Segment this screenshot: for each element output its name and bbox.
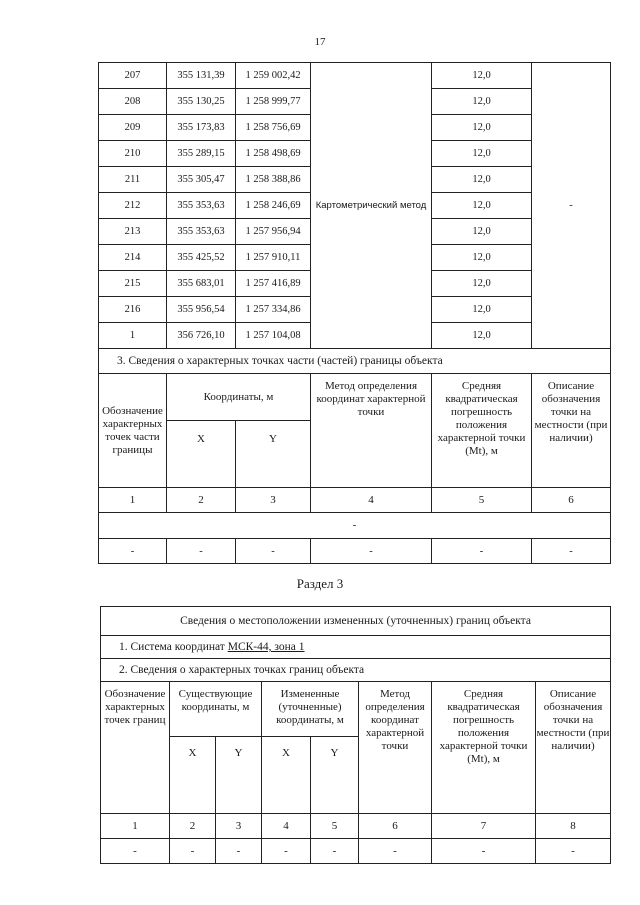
coord-x: 355 173,83 — [167, 115, 236, 141]
empty-row-dash: - — [99, 513, 611, 539]
accuracy-mt: 12,0 — [432, 271, 532, 297]
table2-title: Сведения о местоположении измененных (уточненных) границ объекта — [101, 607, 611, 636]
column-number: 4 — [311, 488, 432, 513]
header-coords: Координаты, м — [167, 374, 311, 421]
header-description: Описание обозначения точки на местности (при наличии) — [532, 374, 611, 488]
accuracy-mt: 12,0 — [432, 63, 532, 89]
dash-cell: - — [99, 539, 167, 564]
dash-cell: - — [311, 839, 359, 864]
header-changed-coords: Измененные (уточненные) координаты, м — [262, 682, 359, 737]
header-method: Метод определения координат характерной точки — [359, 682, 432, 814]
accuracy-mt: 12,0 — [432, 219, 532, 245]
point-number: 210 — [99, 141, 167, 167]
coord-x: 355 353,63 — [167, 219, 236, 245]
column-number: 6 — [532, 488, 611, 513]
dash-cell: - — [101, 839, 170, 864]
accuracy-mt: 12,0 — [432, 245, 532, 271]
point-number: 211 — [99, 167, 167, 193]
coordinates-table-continued — [98, 62, 611, 564]
point-number: 213 — [99, 219, 167, 245]
coord-x: 355 956,54 — [167, 297, 236, 323]
coord-x: 355 131,39 — [167, 63, 236, 89]
header-existing-coords: Существующие координаты, м — [170, 682, 262, 737]
header-designation: Обозначение характерных точек части границы — [99, 374, 167, 488]
accuracy-mt: 12,0 — [432, 193, 532, 219]
dash-cell: - — [311, 539, 432, 564]
header-y: Y — [216, 737, 262, 814]
description-cell: - — [532, 63, 611, 349]
point-number: 207 — [99, 63, 167, 89]
point-number: 214 — [99, 245, 167, 271]
coord-y: 1 257 416,89 — [236, 271, 311, 297]
section-heading: Раздел 3 — [296, 576, 344, 591]
coord-x: 355 425,52 — [167, 245, 236, 271]
accuracy-mt: 12,0 — [432, 115, 532, 141]
column-number: 4 — [262, 814, 311, 839]
accuracy-mt: 12,0 — [432, 141, 532, 167]
coord-y: 1 258 246,69 — [236, 193, 311, 219]
accuracy-mt: 12,0 — [432, 297, 532, 323]
point-number: 212 — [99, 193, 167, 219]
dash-cell: - — [359, 839, 432, 864]
point-number: 216 — [99, 297, 167, 323]
coord-x: 355 305,47 — [167, 167, 236, 193]
coordinates-table-body — [99, 63, 611, 564]
column-number: 1 — [101, 814, 170, 839]
accuracy-mt: 12,0 — [432, 323, 532, 349]
coord-y: 1 258 756,69 — [236, 115, 311, 141]
coord-y: 1 259 002,42 — [236, 63, 311, 89]
column-number: 5 — [432, 488, 532, 513]
coord-system-label: 1. Система координат — [119, 641, 225, 653]
coord-x: 355 130,25 — [167, 89, 236, 115]
point-number: 208 — [99, 89, 167, 115]
dash-cell: - — [536, 839, 611, 864]
accuracy-mt: 12,0 — [432, 89, 532, 115]
coord-x: 355 683,01 — [167, 271, 236, 297]
coord-x: 356 726,10 — [167, 323, 236, 349]
column-number: 1 — [99, 488, 167, 513]
header-x: X — [170, 737, 216, 814]
point-number: 1 — [99, 323, 167, 349]
column-number: 8 — [536, 814, 611, 839]
column-number: 7 — [432, 814, 536, 839]
page-number: 17 — [314, 36, 326, 48]
header-y: Y — [236, 421, 311, 488]
header-accuracy: Средняя квадратическая погрешность положения характерной точки (Mt), м — [432, 374, 532, 488]
section3-title: 3. Сведения о характерных точках части (частей) границы объекта — [99, 349, 611, 374]
method-cell: Картометрический метод — [311, 63, 432, 349]
dash-cell: - — [262, 839, 311, 864]
points-title: 2. Сведения о характерных точках границ объекта — [101, 659, 611, 682]
coord-y: 1 257 104,08 — [236, 323, 311, 349]
header-x: X — [262, 737, 311, 814]
table-row — [99, 63, 611, 89]
coord-x: 355 353,63 — [167, 193, 236, 219]
coord-y: 1 257 910,11 — [236, 245, 311, 271]
header-designation: Обозначение характерных точек границ — [101, 682, 170, 814]
dash-cell: - — [532, 539, 611, 564]
dash-cell: - — [170, 839, 216, 864]
dash-cell: - — [216, 839, 262, 864]
header-description: Описание обозначения точки на местности (при наличии) — [536, 682, 611, 814]
point-number: 209 — [99, 115, 167, 141]
dash-cell: - — [167, 539, 236, 564]
coord-system-value: МСК-44, зона 1 — [227, 641, 305, 653]
coord-y: 1 258 498,69 — [236, 141, 311, 167]
header-y: Y — [311, 737, 359, 814]
changed-boundaries-table — [100, 606, 611, 864]
dash-cell: - — [432, 839, 536, 864]
column-number: 2 — [170, 814, 216, 839]
header-x: X — [167, 421, 236, 488]
column-number: 3 — [216, 814, 262, 839]
coord-y: 1 258 388,86 — [236, 167, 311, 193]
header-method: Метод определения координат характерной точки — [311, 374, 432, 488]
dash-cell: - — [432, 539, 532, 564]
column-number: 6 — [359, 814, 432, 839]
coord-y: 1 257 956,94 — [236, 219, 311, 245]
coord-x: 355 289,15 — [167, 141, 236, 167]
column-number: 2 — [167, 488, 236, 513]
point-number: 215 — [99, 271, 167, 297]
header-accuracy: Средняя квадратическая погрешность положения характерной точки (Mt), м — [432, 682, 536, 814]
coord-y: 1 258 999,77 — [236, 89, 311, 115]
coord-system-line — [101, 636, 611, 659]
dash-cell: - — [236, 539, 311, 564]
coord-y: 1 257 334,86 — [236, 297, 311, 323]
column-number: 3 — [236, 488, 311, 513]
column-number: 5 — [311, 814, 359, 839]
accuracy-mt: 12,0 — [432, 167, 532, 193]
